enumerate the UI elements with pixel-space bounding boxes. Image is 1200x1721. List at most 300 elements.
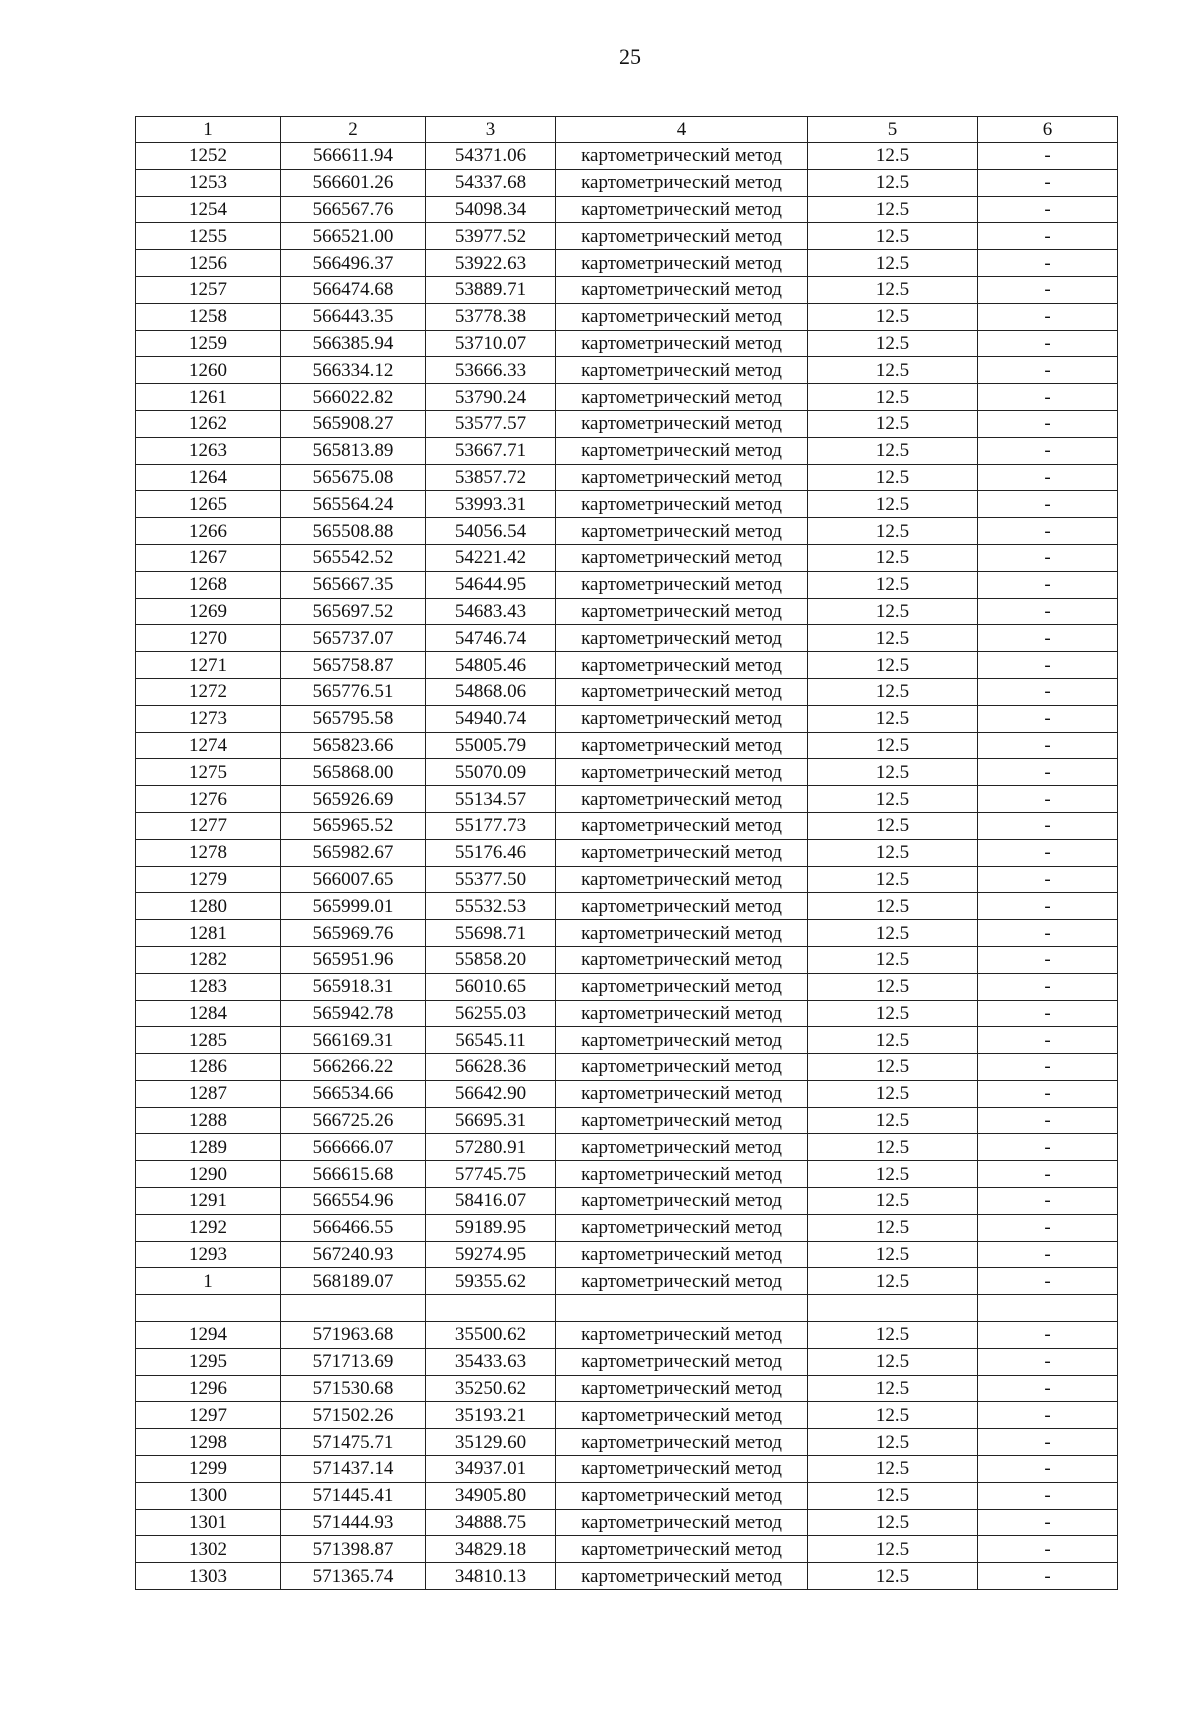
accuracy-cell: 12.5 [808,1188,978,1215]
x-coordinate-cell: 565675.08 [281,464,426,491]
accuracy-cell: 12.5 [808,893,978,920]
y-coordinate-cell: 54098.34 [426,196,556,223]
x-coordinate-cell: 571398.87 [281,1536,426,1563]
note-cell: - [978,1429,1118,1456]
accuracy-cell: 12.5 [808,1027,978,1054]
x-coordinate-cell: 565542.52 [281,544,426,571]
note-cell: - [978,839,1118,866]
method-cell: картометрический метод [556,1000,808,1027]
table-row [136,1402,1118,1429]
table-row [136,759,1118,786]
table-row [136,223,1118,250]
method-cell: картометрический метод [556,678,808,705]
x-coordinate-cell: 565697.52 [281,598,426,625]
method-cell: картометрический метод [556,410,808,437]
point-number-cell: 1288 [136,1107,281,1134]
accuracy-cell: 12.5 [808,437,978,464]
method-cell: картометрический метод [556,759,808,786]
method-cell: картометрический метод [556,1134,808,1161]
table-row [136,330,1118,357]
empty-cell [808,1295,978,1322]
method-cell: картометрический метод [556,598,808,625]
header-cell: 6 [978,117,1118,143]
x-coordinate-cell: 566601.26 [281,169,426,196]
point-number-cell: 1265 [136,491,281,518]
y-coordinate-cell: 55377.50 [426,866,556,893]
accuracy-cell: 12.5 [808,1268,978,1295]
note-cell: - [978,1402,1118,1429]
table-row [136,1188,1118,1215]
y-coordinate-cell: 54868.06 [426,678,556,705]
accuracy-cell: 12.5 [808,1456,978,1483]
accuracy-cell: 12.5 [808,1563,978,1590]
header-cell: 4 [556,117,808,143]
y-coordinate-cell: 53666.33 [426,357,556,384]
accuracy-cell: 12.5 [808,544,978,571]
accuracy-cell: 12.5 [808,276,978,303]
point-number-cell: 1267 [136,544,281,571]
x-coordinate-cell: 565942.78 [281,1000,426,1027]
x-coordinate-cell: 565776.51 [281,678,426,705]
x-coordinate-cell: 566611.94 [281,143,426,170]
table-row [136,357,1118,384]
point-number-cell: 1254 [136,196,281,223]
note-cell: - [978,1054,1118,1081]
y-coordinate-cell: 53778.38 [426,303,556,330]
point-number-cell: 1262 [136,410,281,437]
y-coordinate-cell: 56695.31 [426,1107,556,1134]
note-cell: - [978,1375,1118,1402]
x-coordinate-cell: 565965.52 [281,812,426,839]
method-cell: картометрический метод [556,464,808,491]
accuracy-cell: 12.5 [808,1536,978,1563]
x-coordinate-cell: 566266.22 [281,1054,426,1081]
point-number-cell: 1278 [136,839,281,866]
y-coordinate-cell: 53889.71 [426,276,556,303]
note-cell: - [978,1536,1118,1563]
accuracy-cell: 12.5 [808,518,978,545]
note-cell: - [978,1509,1118,1536]
note-cell: - [978,143,1118,170]
x-coordinate-cell: 565982.67 [281,839,426,866]
accuracy-cell: 12.5 [808,1429,978,1456]
table-row [136,786,1118,813]
note-cell: - [978,544,1118,571]
table-row [136,518,1118,545]
y-coordinate-cell: 53790.24 [426,384,556,411]
y-coordinate-cell: 54644.95 [426,571,556,598]
x-coordinate-cell: 566666.07 [281,1134,426,1161]
separator-row [136,1295,1118,1322]
x-coordinate-cell: 571963.68 [281,1322,426,1349]
note-cell: - [978,1188,1118,1215]
x-coordinate-cell: 565823.66 [281,732,426,759]
method-cell: картометрический метод [556,732,808,759]
y-coordinate-cell: 35433.63 [426,1348,556,1375]
empty-cell [426,1295,556,1322]
y-coordinate-cell: 54371.06 [426,143,556,170]
table-row [136,1322,1118,1349]
note-cell: - [978,946,1118,973]
x-coordinate-cell: 566554.96 [281,1188,426,1215]
point-number-cell: 1260 [136,357,281,384]
method-cell: картометрический метод [556,1054,808,1081]
accuracy-cell: 12.5 [808,1375,978,1402]
x-coordinate-cell: 571502.26 [281,1402,426,1429]
empty-cell [136,1295,281,1322]
point-number-cell: 1269 [136,598,281,625]
point-number-cell: 1281 [136,920,281,947]
x-coordinate-cell: 565951.96 [281,946,426,973]
table-row [136,250,1118,277]
accuracy-cell: 12.5 [808,812,978,839]
method-cell: картометрический метод [556,250,808,277]
table-row [136,678,1118,705]
x-coordinate-cell: 565795.58 [281,705,426,732]
point-number-cell: 1257 [136,276,281,303]
note-cell: - [978,625,1118,652]
x-coordinate-cell: 566007.65 [281,866,426,893]
accuracy-cell: 12.5 [808,946,978,973]
y-coordinate-cell: 53667.71 [426,437,556,464]
point-number-cell: 1298 [136,1429,281,1456]
accuracy-cell: 12.5 [808,1000,978,1027]
y-coordinate-cell: 56545.11 [426,1027,556,1054]
table-row [136,920,1118,947]
empty-cell [281,1295,426,1322]
point-number-cell: 1283 [136,973,281,1000]
method-cell: картометрический метод [556,357,808,384]
table-row [136,464,1118,491]
method-cell: картометрический метод [556,1027,808,1054]
y-coordinate-cell: 53857.72 [426,464,556,491]
note-cell: - [978,491,1118,518]
x-coordinate-cell: 566466.55 [281,1214,426,1241]
point-number-cell: 1299 [136,1456,281,1483]
accuracy-cell: 12.5 [808,464,978,491]
table-row [136,169,1118,196]
method-cell: картометрический метод [556,920,808,947]
note-cell: - [978,1241,1118,1268]
table-row [136,1268,1118,1295]
note-cell: - [978,759,1118,786]
accuracy-cell: 12.5 [808,143,978,170]
method-cell: картометрический метод [556,1429,808,1456]
note-cell: - [978,678,1118,705]
table-row [136,384,1118,411]
method-cell: картометрический метод [556,1482,808,1509]
x-coordinate-cell: 565908.27 [281,410,426,437]
accuracy-cell: 12.5 [808,1134,978,1161]
x-coordinate-cell: 571365.74 [281,1563,426,1590]
x-coordinate-cell: 566534.66 [281,1080,426,1107]
x-coordinate-cell: 565926.69 [281,786,426,813]
table-row [136,893,1118,920]
accuracy-cell: 12.5 [808,571,978,598]
accuracy-cell: 12.5 [808,303,978,330]
y-coordinate-cell: 55858.20 [426,946,556,973]
note-cell: - [978,384,1118,411]
y-coordinate-cell: 35250.62 [426,1375,556,1402]
x-coordinate-cell: 565508.88 [281,518,426,545]
note-cell: - [978,357,1118,384]
method-cell: картометрический метод [556,812,808,839]
y-coordinate-cell: 55176.46 [426,839,556,866]
point-number-cell: 1280 [136,893,281,920]
method-cell: картометрический метод [556,1268,808,1295]
point-number-cell: 1261 [136,384,281,411]
point-number-cell: 1272 [136,678,281,705]
x-coordinate-cell: 566443.35 [281,303,426,330]
table-row [136,437,1118,464]
note-cell: - [978,1322,1118,1349]
method-cell: картометрический метод [556,1402,808,1429]
y-coordinate-cell: 54221.42 [426,544,556,571]
point-number-cell: 1273 [136,705,281,732]
method-cell: картометрический метод [556,705,808,732]
y-coordinate-cell: 56628.36 [426,1054,556,1081]
point-number-cell: 1302 [136,1536,281,1563]
method-cell: картометрический метод [556,839,808,866]
table-row [136,143,1118,170]
method-cell: картометрический метод [556,1214,808,1241]
table-row [136,1456,1118,1483]
accuracy-cell: 12.5 [808,973,978,1000]
method-cell: картометрический метод [556,491,808,518]
point-number-cell: 1300 [136,1482,281,1509]
empty-cell [978,1295,1118,1322]
y-coordinate-cell: 53577.57 [426,410,556,437]
x-coordinate-cell: 565999.01 [281,893,426,920]
x-coordinate-cell: 567240.93 [281,1241,426,1268]
table-row [136,1080,1118,1107]
y-coordinate-cell: 56010.65 [426,973,556,1000]
method-cell: картометрический метод [556,866,808,893]
table-row [136,276,1118,303]
point-number-cell: 1271 [136,652,281,679]
note-cell: - [978,1134,1118,1161]
y-coordinate-cell: 56642.90 [426,1080,556,1107]
point-number-cell: 1270 [136,625,281,652]
page-number: 25 [619,44,641,69]
table-row [136,598,1118,625]
point-number-cell: 1294 [136,1322,281,1349]
method-cell: картометрический метод [556,1375,808,1402]
table-row [136,571,1118,598]
y-coordinate-cell: 54805.46 [426,652,556,679]
point-number-cell: 1290 [136,1161,281,1188]
accuracy-cell: 12.5 [808,169,978,196]
method-cell: картометрический метод [556,571,808,598]
point-number-cell: 1256 [136,250,281,277]
y-coordinate-cell: 35193.21 [426,1402,556,1429]
method-cell: картометрический метод [556,518,808,545]
method-cell: картометрический метод [556,893,808,920]
accuracy-cell: 12.5 [808,598,978,625]
x-coordinate-cell: 565737.07 [281,625,426,652]
point-number-cell: 1293 [136,1241,281,1268]
table-row [136,1027,1118,1054]
method-cell: картометрический метод [556,196,808,223]
y-coordinate-cell: 53710.07 [426,330,556,357]
point-number-cell: 1274 [136,732,281,759]
coordinates-table [135,116,1118,1590]
y-coordinate-cell: 54940.74 [426,705,556,732]
x-coordinate-cell: 565868.00 [281,759,426,786]
table-row [136,705,1118,732]
header-cell: 1 [136,117,281,143]
accuracy-cell: 12.5 [808,625,978,652]
method-cell: картометрический метод [556,786,808,813]
accuracy-cell: 12.5 [808,759,978,786]
note-cell: - [978,437,1118,464]
accuracy-cell: 12.5 [808,732,978,759]
x-coordinate-cell: 566496.37 [281,250,426,277]
table-row [136,973,1118,1000]
y-coordinate-cell: 55532.53 [426,893,556,920]
point-number-cell: 1263 [136,437,281,464]
note-cell: - [978,705,1118,732]
y-coordinate-cell: 55134.57 [426,786,556,813]
method-cell: картометрический метод [556,625,808,652]
note-cell: - [978,410,1118,437]
y-coordinate-cell: 54337.68 [426,169,556,196]
y-coordinate-cell: 34905.80 [426,1482,556,1509]
y-coordinate-cell: 54746.74 [426,625,556,652]
x-coordinate-cell: 571530.68 [281,1375,426,1402]
note-cell: - [978,303,1118,330]
method-cell: картометрический метод [556,1161,808,1188]
x-coordinate-cell: 566334.12 [281,357,426,384]
table-row [136,839,1118,866]
x-coordinate-cell: 566169.31 [281,1027,426,1054]
note-cell: - [978,866,1118,893]
header-cell: 5 [808,117,978,143]
accuracy-cell: 12.5 [808,250,978,277]
header-cell: 2 [281,117,426,143]
method-cell: картометрический метод [556,1563,808,1590]
accuracy-cell: 12.5 [808,1509,978,1536]
accuracy-cell: 12.5 [808,1241,978,1268]
note-cell: - [978,1000,1118,1027]
point-number-cell: 1297 [136,1402,281,1429]
table-header-row [136,117,1118,143]
y-coordinate-cell: 59355.62 [426,1268,556,1295]
x-coordinate-cell: 566022.82 [281,384,426,411]
method-cell: картометрический метод [556,1348,808,1375]
accuracy-cell: 12.5 [808,866,978,893]
table-row [136,1241,1118,1268]
y-coordinate-cell: 54056.54 [426,518,556,545]
accuracy-cell: 12.5 [808,1161,978,1188]
accuracy-cell: 12.5 [808,1402,978,1429]
accuracy-cell: 12.5 [808,1348,978,1375]
accuracy-cell: 12.5 [808,786,978,813]
table-row [136,625,1118,652]
accuracy-cell: 12.5 [808,678,978,705]
point-number-cell: 1301 [136,1509,281,1536]
table-row [136,1107,1118,1134]
x-coordinate-cell: 571475.71 [281,1429,426,1456]
y-coordinate-cell: 55177.73 [426,812,556,839]
point-number-cell: 1284 [136,1000,281,1027]
y-coordinate-cell: 53993.31 [426,491,556,518]
accuracy-cell: 12.5 [808,223,978,250]
table-row [136,1429,1118,1456]
x-coordinate-cell: 571445.41 [281,1482,426,1509]
y-coordinate-cell: 55070.09 [426,759,556,786]
table-row [136,946,1118,973]
y-coordinate-cell: 55005.79 [426,732,556,759]
method-cell: картометрический метод [556,169,808,196]
x-coordinate-cell: 565969.76 [281,920,426,947]
point-number-cell: 1282 [136,946,281,973]
point-number-cell: 1291 [136,1188,281,1215]
note-cell: - [978,973,1118,1000]
accuracy-cell: 12.5 [808,920,978,947]
y-coordinate-cell: 34888.75 [426,1509,556,1536]
y-coordinate-cell: 53977.52 [426,223,556,250]
x-coordinate-cell: 566615.68 [281,1161,426,1188]
note-cell: - [978,223,1118,250]
table-row [136,812,1118,839]
note-cell: - [978,330,1118,357]
method-cell: картометрический метод [556,652,808,679]
method-cell: картометрический метод [556,223,808,250]
note-cell: - [978,196,1118,223]
point-number-cell: 1266 [136,518,281,545]
y-coordinate-cell: 58416.07 [426,1188,556,1215]
accuracy-cell: 12.5 [808,1054,978,1081]
point-number-cell: 1276 [136,786,281,813]
table-row [136,491,1118,518]
note-cell: - [978,732,1118,759]
x-coordinate-cell: 565667.35 [281,571,426,598]
point-number-cell: 1292 [136,1214,281,1241]
header-cell: 3 [426,117,556,143]
accuracy-cell: 12.5 [808,1482,978,1509]
table-row [136,410,1118,437]
point-number-cell: 1277 [136,812,281,839]
method-cell: картометрический метод [556,143,808,170]
table-row [136,732,1118,759]
table-row [136,196,1118,223]
point-number-cell: 1268 [136,571,281,598]
point-number-cell: 1 [136,1268,281,1295]
x-coordinate-cell: 566521.00 [281,223,426,250]
accuracy-cell: 12.5 [808,384,978,411]
note-cell: - [978,920,1118,947]
point-number-cell: 1279 [136,866,281,893]
x-coordinate-cell: 566385.94 [281,330,426,357]
y-coordinate-cell: 55698.71 [426,920,556,947]
method-cell: картометрический метод [556,303,808,330]
method-cell: картометрический метод [556,1188,808,1215]
point-number-cell: 1275 [136,759,281,786]
note-cell: - [978,571,1118,598]
note-cell: - [978,250,1118,277]
table-row [136,1214,1118,1241]
method-cell: картометрический метод [556,973,808,1000]
note-cell: - [978,1027,1118,1054]
accuracy-cell: 12.5 [808,839,978,866]
note-cell: - [978,169,1118,196]
table-row [136,1134,1118,1161]
accuracy-cell: 12.5 [808,330,978,357]
method-cell: картометрический метод [556,1107,808,1134]
note-cell: - [978,1482,1118,1509]
method-cell: картометрический метод [556,330,808,357]
